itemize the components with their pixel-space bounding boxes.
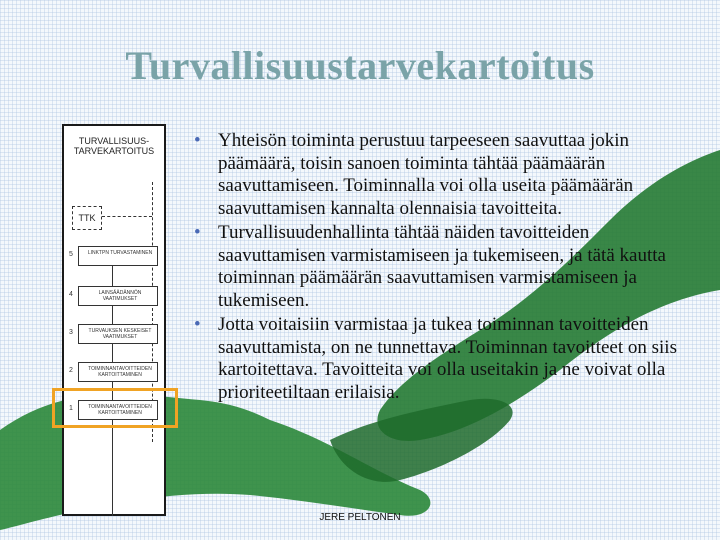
step-number: 3 [69, 329, 73, 336]
bullet-dot-icon: • [194, 314, 201, 335]
ttk-connector [102, 216, 152, 218]
slide-footer: JERE PELTONEN [319, 512, 401, 523]
step-label: TURVAUKSEN KESKEISET VAATIMUKSET [88, 328, 152, 340]
diagram-title: TURVALLISUUS- TARVEKARTOITUS [73, 136, 155, 156]
bullet-text: Jotta voitaisiin varmistaa ja tukea toiminnan tavoitteiden saavuttamista, on ne tunnettava. Toiminnan tavoitteet on siis kartoitettava. Tavoitteita voi olla useitakin ja ne voivat olla prioriteetiltaan erilaisia. [218, 314, 677, 403]
slide-title: Turvallisuustarvekartoitus [125, 43, 595, 88]
step-label: LINKTPN TURVASTAMINEN [87, 250, 153, 256]
diagram-step-4 [69, 286, 158, 306]
step-label: LAINSÄÄDÄNNÖN VAATIMUKSET [98, 290, 142, 302]
handshake-grip-shape [330, 399, 513, 482]
diagram-step-5 [69, 246, 158, 266]
bullet-dot-icon: • [194, 130, 201, 151]
step-number: 4 [69, 291, 73, 298]
bullet-item [192, 314, 692, 404]
step-1-highlight-frame [52, 388, 178, 428]
step-number: 2 [69, 367, 73, 374]
diagram-step-2 [69, 362, 158, 382]
bullet-list [192, 130, 692, 406]
process-diagram [62, 124, 166, 516]
bullet-text: Yhteisön toiminta perustuu tarpeeseen saavuttaa jokin päämäärä, toisin sanoen toiminta tähtää päämäärän saavuttamiseen. Toiminnalla voi olla useita päämäärän saavuttamisen kannalta olennaisia tavoitteita. [218, 130, 634, 219]
ttk-box: TTK [72, 206, 102, 230]
diagram-step-3 [69, 324, 158, 344]
bullet-item [192, 130, 692, 220]
step-number: 5 [69, 251, 73, 258]
step-label: TOIMINNANTAVOITTEIDEN KARTOITTAMINEN [88, 404, 152, 416]
bullet-text: Turvallisuudenhallinta tähtää näiden tavoitteiden saavuttamisen varmistamiseen ja tukemiseen, ja tätä kautta toiminnan päämäärän saavuttamisen varmistamiseen ja tukemiseen. [218, 222, 666, 311]
bullet-item [192, 222, 692, 312]
bullet-dot-icon: • [194, 222, 201, 243]
step-number: 1 [69, 405, 73, 412]
step-label: TOIMINNANTAVOITTEIDEN KARTOITTAMINEN [88, 366, 152, 378]
